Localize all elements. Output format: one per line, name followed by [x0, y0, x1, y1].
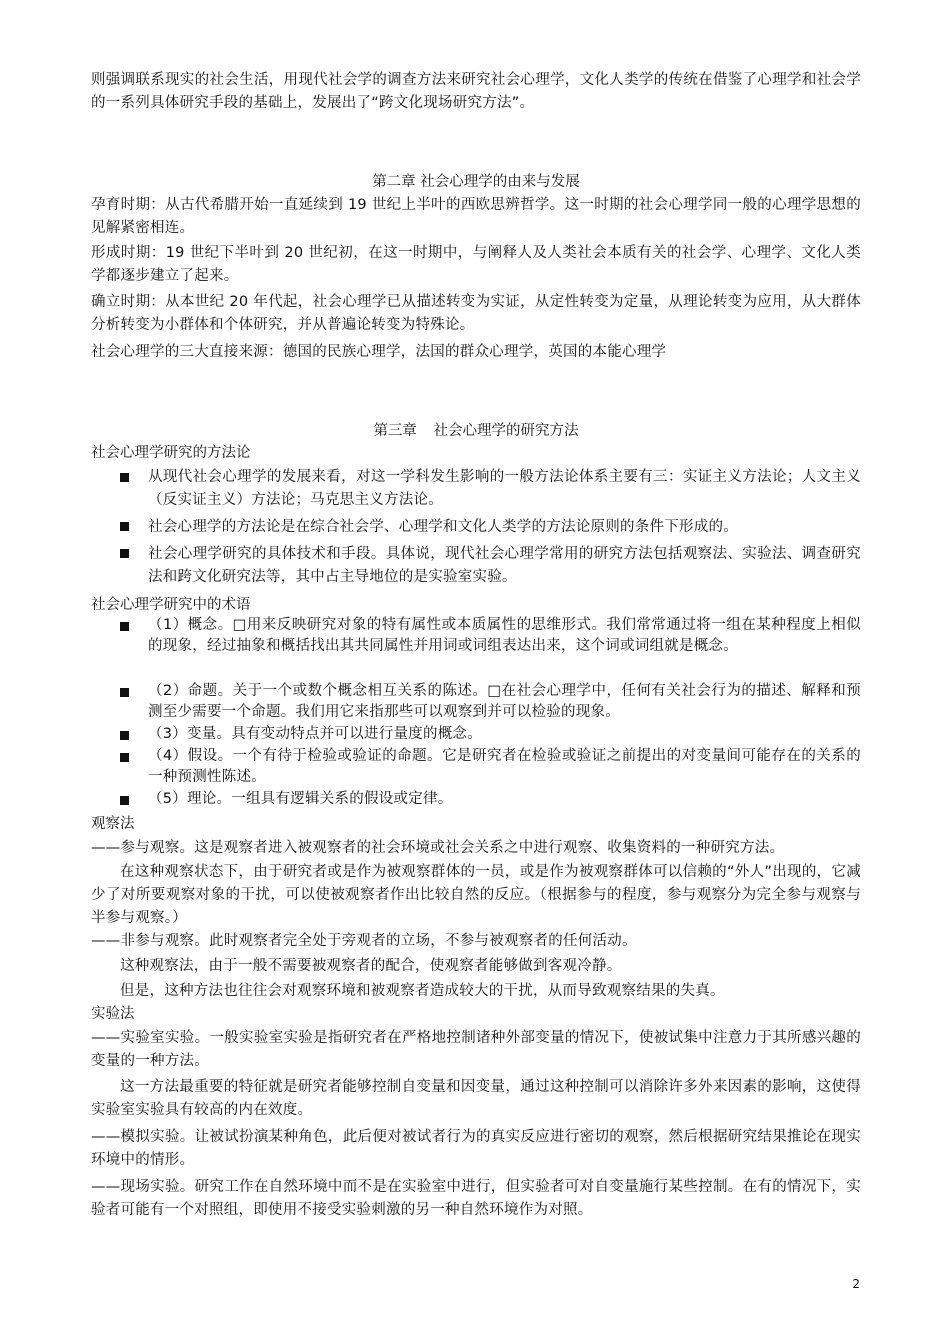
methodology-item: 社会心理学的方法论是在综合社会学、心理学和文化人类学的方法论原则的条件下形成的。	[148, 519, 738, 535]
chapter2-paragraph: 社会心理学的三大直接来源：德国的民族心理学，法国的群众心理学，英国的本能心理学	[91, 344, 667, 360]
observation-line: 在这种观察状态下，由于研究者或是作为被观察群体的一员，或是作为被观察群体可以信赖的“外人”出现的，它减少了对所要观察对象的干扰，可以使被观察者作出比较自然的反应。（根据参与的程度，参与观察分为完全参与观察与半参与观察。）	[91, 864, 861, 926]
chapter2-paragraph: 形成时期：19 世纪下半叶到 20 世纪初，在这一时期中，与阐释人及人类社会本质有关的社会学、心理学、文化人类学都逐步建立了起来。	[91, 245, 861, 284]
experiment-line: 这一方法最重要的特征就是研究者能够控制自变量和因变量，通过这种控制可以消除许多外来因素的影响，这使得实验室实验具有较高的内在效度。	[91, 1079, 861, 1118]
bullet-square	[120, 473, 129, 482]
bullet-square	[120, 731, 129, 740]
observation-line: ——非参与观察。此时观察者完全处于旁观者的立场，不参与被观察者的任何活动。	[91, 933, 637, 949]
bullet-square	[120, 796, 129, 805]
terms-item: （3）变量。具有变动特点并可以进行量度的概念。	[148, 726, 482, 742]
terms-heading: 社会心理学研究中的术语	[91, 597, 251, 613]
experiment-line: ——现场实验。研究工作在自然环境中而不是在实验室中进行，但实验者可对自变量施行某些控制。在有的情况下，实验者可能有一个对照组，即使用不接受实验刺激的另一种自然环境作为对照。	[91, 1179, 861, 1218]
terms-item: （4）假设。一个有待于检验或验证的命题。它是研究者在检验或验证之前提出的对变量间可能存在的关系的一种预测性陈述。	[148, 748, 861, 785]
bullet-square	[120, 753, 129, 762]
methodology-heading: 社会心理学研究的方法论	[91, 445, 251, 461]
chapter2-title: 第二章 社会心理学的由来与发展	[372, 174, 580, 190]
intro-paragraph: 则强调联系现实的社会生活，用现代社会学的调查方法来研究社会心理学，文化人类学的传统在借鉴了心理学和社会学的一系列具体研究手段的基础上，发展出了“跨文化现场研究方法”。	[91, 72, 861, 111]
page-number: 2	[852, 1277, 860, 1291]
observation-line: 但是，这种方法也往往会对观察环境和被观察者造成较大的干扰，从而导致观察结果的失真。	[120, 983, 725, 999]
terms-item: （2）命题。关于一个或数个概念相互关系的陈述。□在社会心理学中，任何有关社会行为的描述、解释和预测至少需要一个命题。我们用它来指那些可以观察到并可以检验的现象。	[148, 683, 861, 720]
observation-heading: 观察法	[91, 816, 135, 832]
bullet-square	[120, 688, 129, 697]
experiment-line: ——模拟实验。让被试扮演某种角色，此后便对被试者行为的真实反应进行密切的观察，然后根据研究结果推论在现实环境中的情形。	[91, 1129, 861, 1168]
methodology-item: 社会心理学研究的具体技术和手段。具体说，现代社会心理学常用的研究方法包括观察法、实验法、调查研究法和跨文化研究法等，其中占主导地位的是实验室实验。	[148, 546, 861, 585]
bullet-square	[120, 549, 129, 558]
terms-item: （5）理论。一组具有逻辑关系的假设或定律。	[148, 791, 453, 807]
terms-item: （1）概念。□用来反映研究对象的特有属性或本质属性的思维形式。我们常常通过将一组在某种程度上相似的现象，经过抽象和概括找出其共同属性并用词或词组表达出来，这个词或词组就是概念。	[148, 617, 861, 654]
chapter2-paragraph: 确立时期：从本世纪 20 年代起，社会心理学已从描述转变为实证，从定性转变为定量，从理论转变为应用，从大群体分析转变为小群体和个体研究，并从普遍论转变为特殊论。	[91, 294, 861, 333]
methodology-item: 从现代社会心理学的发展来看，对这一学科发生影响的一般方法论体系主要有三：实证主义方法论；人文主义（反实证主义）方法论；马克思主义方法论。	[148, 469, 861, 508]
experiment-heading: 实验法	[91, 1006, 135, 1022]
experiment-line: ——实验室实验。一般实验室实验是指研究者在严格地控制诸种外部变量的情况下，使被试集中注意力于其所感兴趣的变量的一种方法。	[91, 1030, 861, 1069]
bullet-square	[120, 522, 129, 531]
chapter2-paragraph: 孕育时期：从古代希腊开始一直延续到 19 世纪上半叶的西欧思辨哲学。这一时期的社会心理学同一般的心理学思想的见解紧密相连。	[91, 197, 861, 236]
bullet-square	[120, 622, 129, 631]
chapter3-title: 第三章 社会心理学的研究方法	[373, 423, 579, 439]
observation-line: 这种观察法，由于一般不需要被观察者的配合，使观察者能够做到客观冷静。	[120, 958, 622, 974]
observation-line: ——参与观察。这是观察者进入被观察者的社会环境或社会关系之中进行观察、收集资料的一种研究方法。	[91, 840, 785, 856]
